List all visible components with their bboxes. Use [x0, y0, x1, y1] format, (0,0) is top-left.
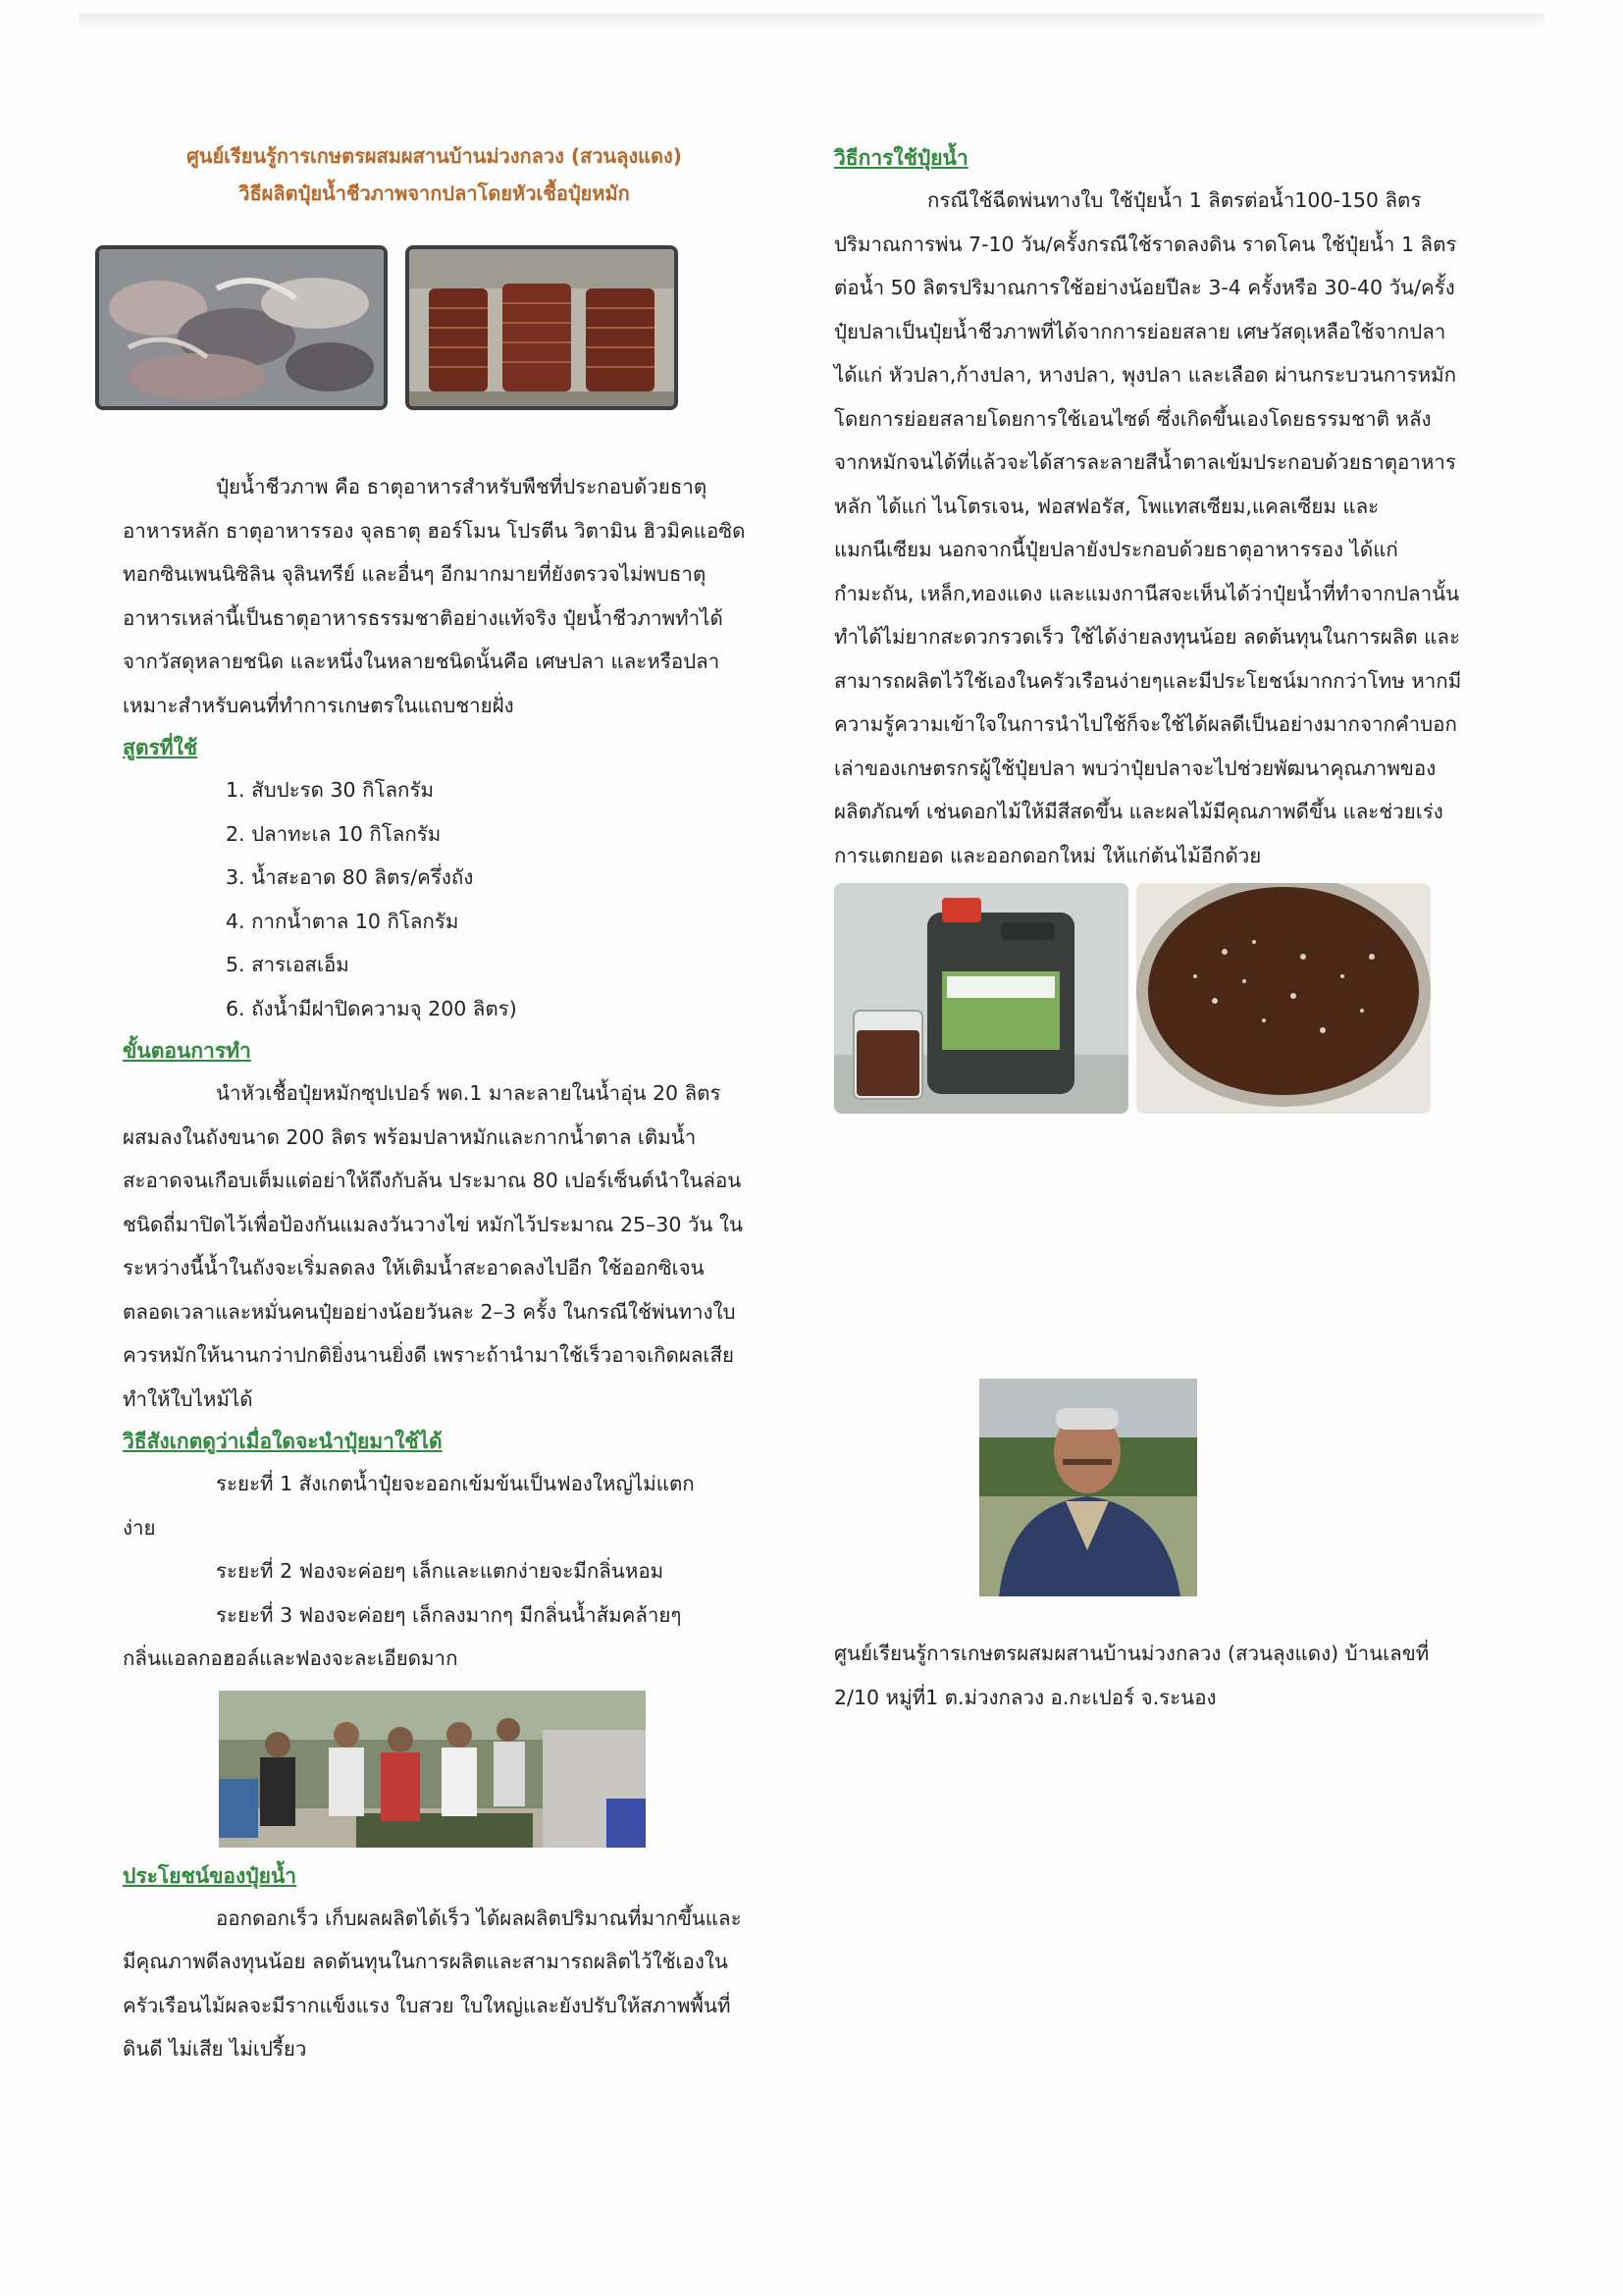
usage-paragraph: กรณีใช้ฉีดพ่นทางใบ ใช้ปุ๋ยน้ำ 1 ลิตรต่อน้ำ100-150 ลิตรปริมาณการพ่น 7-10 วัน/ครั้งกรณีใช้ราดลงดิน ราดโคน ใช้ปุ๋ยน้ำ 1 ลิตรต่อน้ำ 50 ลิตรปริมาณการใช้อย่างน้อยปีละ 3-4 ครั้งหรือ 30-40 วัน/ครั้งปุ๋ยปลาเป็นปุ๋ยน้ำชีวภาพที่ได้จากการย่อยสลาย เศษวัสดุเหลือใช้จากปลา ได้แก่ หัวปลา,ก้างปลา, หางปลา, พุงปลา และเลือด ผ่านกระบวนการหมักโดยการย่อยสลายโดยการใช้เอนไซด์ ซึ่งเกิดขึ้นเองโดยธรรมชาติ หลังจากหมักจนได้ที่แล้วจะได้สารละลายสีน้ำตาลเข้มประกอบด้วยธาตุอาหารหลัก ได้แก่ ไนโตรเจน, ฟอสฟอรัส, โพแทสเซียม,แคลเซียม และแมกนีเซียม นอกจากนี้ปุ๋ยปลายังประกอบด้วยธาตุอาหารรอง ได้แก่ กำมะถัน, เหล็ก,ทองแดง และแมงกานีสจะเห็นได้ว่าปุ๋ยน้ำที่ทำจากปลานั้น ทำได้ไม่ยากสะดวกรวดเร็ว ใช้ได้ง่ายลงทุนน้อย ลดต้นทุนในการผลิต และสามารถผลิตไว้ใช้เองในครัวเรือนง่ายๆและมีประโยชน์มากกว่าโทษ หากมีความรู้ความเข้าใจในการนำไปใช้ก็จะใช้ได้ผลดีเป็นอย่างมากจากคำบอกเล่าของเกษตรกรผู้ใช้ปุ๋ยปลา พบว่าปุ๋ยปลาจะไปช่วยพัฒนาคุณภาพของผลิตภัณฑ์ เช่นดอกไม้ให้มีสีสดขึ้น และผลไม้มีคุณภาพดีขึ้น และช่วยเร่งการแตกยอด และออกดอกใหม่ ให้แก่ต้นไม้อีกด้วย	[834, 188, 1462, 867]
scan-edge	[79, 14, 1544, 27]
steps-heading: ขั้นตอนการทำ	[123, 1039, 251, 1063]
benefit-paragraph: ออกดอกเร็ว เก็บผลผลิตได้เร็ว ได้ผลผลิตปริมาณที่มากขึ้นและมีคุณภาพดีลงทุนน้อย ลดต้นทุนในการผลิตและสามารถผลิตไว้ใช้เองในครัวเรือนไม้ผลจะมีรากแข็งแรง ใบสวย ใบใหญ่และยังปรับให้สภาพพื้นที่ดินดี ไม่เสีย ไม่เปรี้ยว	[123, 1905, 742, 2061]
formula-item: 2. ปลาทะเล 10 กิโลกรัม	[226, 821, 442, 846]
observe-stage-3-cont: กลิ่นแอลกอฮอล์และฟองจะละเอียดมาก	[123, 1646, 458, 1670]
product-photo-row	[834, 883, 1462, 1114]
steps-paragraph: นำหัวเชื้อปุ๋ยหมักซุปเปอร์ พด.1 มาละลายในน้ำอุ่น 20 ลิตร ผสมลงในถังขนาด 200 ลิตร พร้อมปลาหมักและกากน้ำตาล เติมน้ำสะอาดจนเกือบเต็มแต่อย่าให้ถึงกับล้น ประมาณ 80 เปอร์เซ็นต์นำในล่อนชนิดถี่มาปิดไว้เพื่อป้องกันแมลงวันวางไข่ หมักไว้ประมาณ 25–30 วัน ในระหว่างนี้น้ำในถังจะเริ่มลดลง ให้เติมน้ำสะอาดลงไปอีก ใช้ออกซิเจนตลอดเวลาและหมั่นคนปุ๋ยอย่างน้อยวันละ 2–3 ครั้ง ในกรณีใช้พ่นทางใบ ควรหมักให้นานกว่าปกติยิ่งนานยิ่งดี เพราะถ้านำมาใช้เร็วอาจเกิดผลเสียทำให้ใบไหม้ได้	[123, 1081, 743, 1411]
observe-stage-2: ระยะที่ 2 ฟองจะค่อยๆ เล็กและแตกง่ายจะมีกลิ่นหอม	[216, 1559, 664, 1583]
formula-list	[226, 768, 746, 1030]
group-visit-photo	[219, 1691, 646, 1848]
title-line-2: วิธีผลิตปุ๋ยน้ำชีวภาพจากปลาโดยหัวเชื้อปุ๋ยหมัก	[238, 182, 630, 205]
observe-stage-3: ระยะที่ 3 ฟองจะค่อยๆ เล็กลงมากๆ มีกลิ่นน้ำส้มคล้ายๆ	[216, 1602, 682, 1627]
address-text: ศูนย์เรียนรู้การเกษตรผสมผสานบ้านม่วงกลวง (สวนลุงแดง) บ้านเลขที่ 2/10 หมู่ที่1 ต.ม่วงกลวง อ.กะเปอร์ จ.ระนอง	[834, 1642, 1430, 1709]
usage-heading: วิธีการใช้ปุ๋ยน้ำ	[834, 146, 969, 170]
fertilizer-gallon-photo	[834, 883, 1128, 1114]
formula-item: 1. สับปะรด 30 กิโลกรัม	[226, 778, 434, 802]
fermentation-tanks-photo	[405, 245, 678, 410]
top-photo-row	[95, 245, 746, 410]
right-column	[834, 137, 1462, 1719]
title-line-1: ศูนย์เรียนรู้การเกษตรผสมผสานบ้านม่วงกลวง (สวนลุงแดง)	[186, 144, 682, 168]
observe-stage-1: ระยะที่ 1 สังเกตน้ำปุ๋ยจะออกเข้มข้นเป็นฟองใหญ่ไม่แตก	[216, 1472, 695, 1495]
formula-item: 4. กากน้ำตาล 10 กิโลกรัม	[226, 909, 459, 933]
fish-scraps-photo	[95, 245, 388, 410]
farmer-portrait-photo	[979, 1379, 1197, 1596]
observe-heading: วิธีสังเกตดูว่าเมื่อใดจะนำปุ๋ยมาใช้ได้	[123, 1430, 443, 1453]
left-column	[123, 137, 746, 2071]
benefit-heading: ประโยชน์ของปุ๋ยน้ำ	[123, 1863, 297, 1888]
observe-stage-1-cont: ง่าย	[123, 1515, 156, 1539]
formula-item: 3. น้ำสะอาด 80 ลิตร/ครึ่งถัง	[226, 865, 474, 889]
fermenting-liquid-photo	[1136, 883, 1431, 1114]
intro-paragraph: ปุ๋ยน้ำชีวภาพ คือ ธาตุอาหารสำหรับพืชที่ประกอบด้วยธาตุอาหารหลัก ธาตุอาหารรอง จุลธาตุ ฮอร์โมน โปรตีน วิตามิน ฮิวมิคแอซิด ทอกซินเพนนิซิลิน จุลินทรีย์ และอื่นๆ อีกมากมายที่ยังตรวจไม่พบธาตุอาหารเหล่านี้เป็นธาตุอาหารธรรมชาติอย่างแท้จริง ปุ๋ยน้ำชีวภาพทำได้จากวัสดุหลายชนิด และหนึ่งในหลายชนิดนั้นคือ เศษปลา และหรือปลา เหมาะสำหรับคนที่ทำการเกษตรในแถบชายฝั่ง	[123, 475, 746, 717]
formula-heading: สูตรที่ใช้	[123, 736, 198, 759]
formula-item: 5. สารเอสเอ็ม	[226, 953, 349, 976]
formula-item: 6. ถังน้ำมีฝาปิดความจุ 200 ลิตร)	[226, 996, 517, 1020]
